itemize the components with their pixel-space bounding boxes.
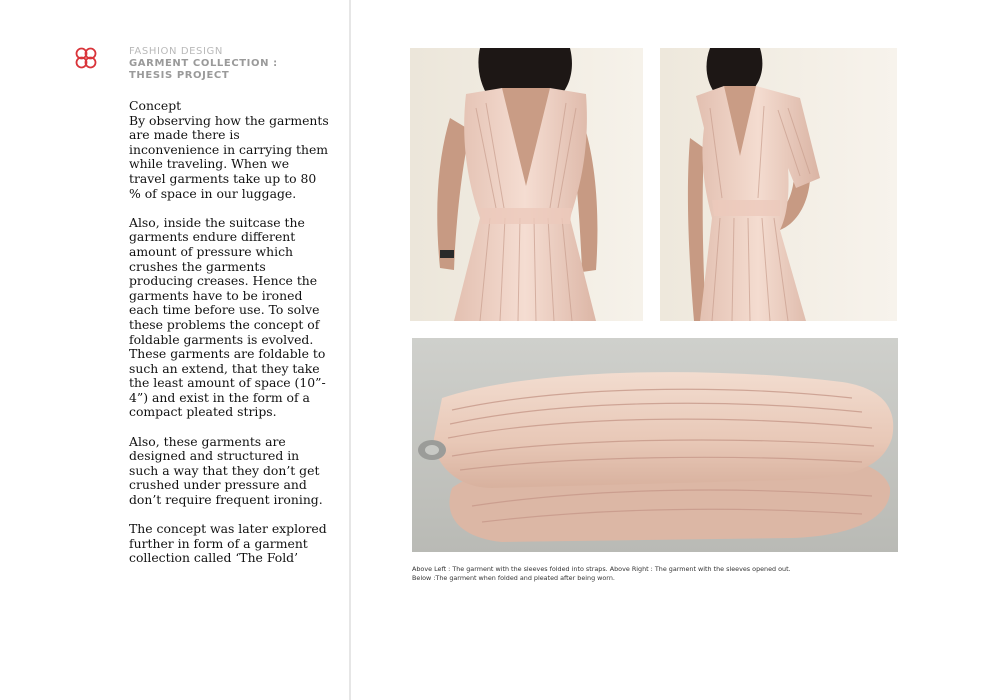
concept-paragraph-3: Also, these garments are designed and structured in such a way that they don’t get crushed under pressure and don’t require frequent ironing.: [129, 433, 323, 508]
photo-captions: [412, 565, 892, 582]
concept-text-block: [129, 99, 329, 581]
page-spread-divider: [349, 0, 351, 700]
quatrefoil-logo-icon: [74, 46, 98, 70]
photo-garment-sleeves-folded: [410, 48, 643, 321]
header-title-line2: THESIS PROJECT: [129, 70, 230, 81]
caption-line-2: Below :The garment when folded and pleated after being worn.: [412, 573, 615, 582]
header-category: FASHION DESIGN: [129, 46, 223, 57]
photo-garment-sleeves-opened: [660, 48, 897, 321]
caption-line-1: Above Left : The garment with the sleeves folded into straps. Above Right : The garment with the sleeves opened out.: [412, 565, 791, 573]
page-header: [129, 46, 278, 82]
concept-paragraph-4: The concept was later explored further in form of a garment collection called ‘The Fold’: [129, 521, 327, 566]
photo-garment-folded-pleated: [412, 338, 898, 552]
concept-paragraph-2: Also, inside the suitcase the garments endure different amount of pressure which crushes the garments producing creases. Hence the garments have to be ironed each time before use. To solve these problems the concept of foldable garments is evolved. These garments are foldable to such an extend, that they take the least amount of space (10”- 4”) and exist in the form of a compact pleated strips.: [129, 214, 326, 420]
header-title-line1: GARMENT COLLECTION :: [129, 58, 278, 69]
concept-heading: Concept: [129, 98, 182, 113]
concept-paragraph-1: By observing how the garments are made there is inconvenience in carrying them while traveling. When we travel garments take up to 80 % of space in our luggage.: [129, 112, 329, 201]
